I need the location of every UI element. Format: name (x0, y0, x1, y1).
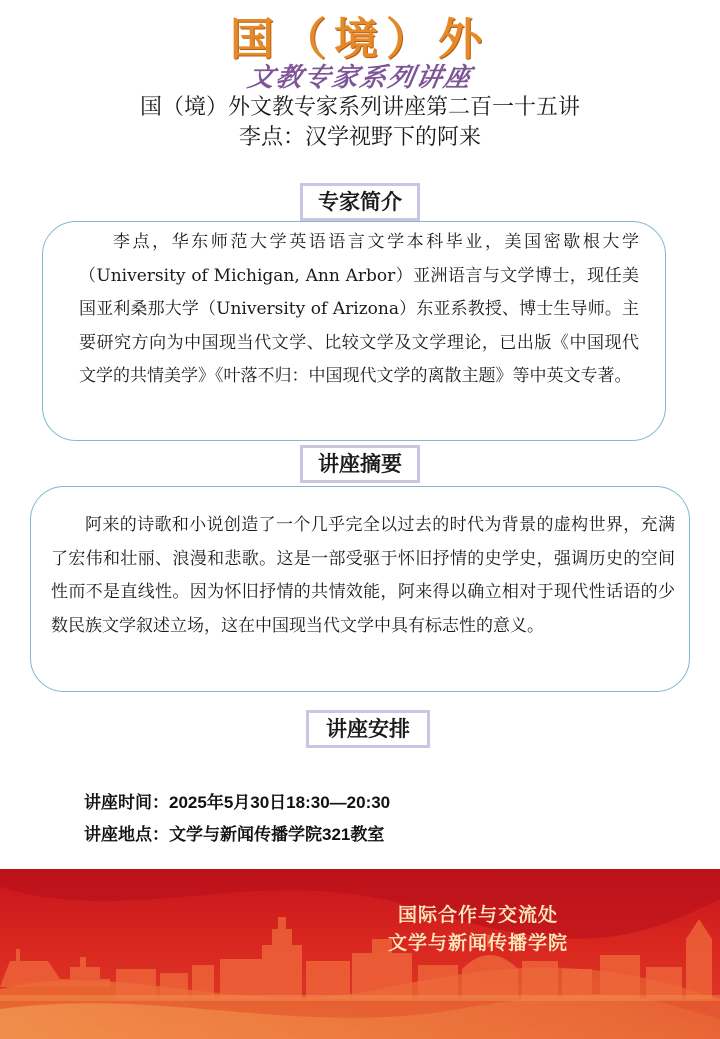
abstract-box (30, 486, 690, 692)
logo-title: 国（境）外 (230, 14, 490, 65)
expert-intro-box (42, 221, 666, 441)
lecture-time (84, 788, 390, 813)
schedule-heading: 讲座安排 (306, 710, 430, 748)
expert-intro-text: 李点，华东师范大学英语语言文学本科毕业，美国密歇根大学（University of Michigan, Ann Arbor）亚洲语言与文学博士，现任美国亚利桑那大学（University of Arizona）东亚系教授、博士生导师。主要研究方向为中国现当代文学、比较文学及文学理论，已出版《中国现代文学的共情美学》《叶落不归：中国现代文学的离散主题》等中英文专著。 (79, 232, 639, 386)
lecture-time-label: 讲座时间： (84, 793, 169, 813)
abstract-text: 阿来的诗歌和小说创造了一个几乎完全以过去的时代为背景的虚构世界，充满了宏伟和壮丽、浪漫和悲歌。这是一部受驱于怀旧抒情的史学史，强调历史的空间性而不是直线性。因为怀旧抒情的共情效能，阿来得以确立相对于现代性话语的少数民族文学叙述立场，这在中国现当代文学中具有标志性的意义。 (51, 515, 675, 636)
organizer-international-office: 国际合作与交流处 (397, 904, 558, 926)
logo-subtitle: 文教专家系列讲座 (245, 63, 475, 93)
abstract-heading: 讲座摘要 (300, 445, 420, 483)
series-logo (0, 12, 720, 92)
organizer-school: 文学与新闻传播学院 (387, 932, 568, 954)
lecture-place-value: 文学与新闻传播学院321教室 (169, 825, 385, 844)
lecture-series-title: 国（境）外文教专家系列讲座第二百一十五讲 (139, 95, 580, 120)
lecture-time-value: 2025年5月30日18:30—20:30 (169, 793, 391, 812)
expert-intro-heading: 专家简介 (300, 183, 420, 221)
lecture-place-label: 讲座地点： (84, 825, 169, 845)
footer-banner (0, 869, 720, 1039)
lecture-place (84, 820, 384, 845)
lecture-title: 李点：汉学视野下的阿来 (238, 125, 481, 150)
